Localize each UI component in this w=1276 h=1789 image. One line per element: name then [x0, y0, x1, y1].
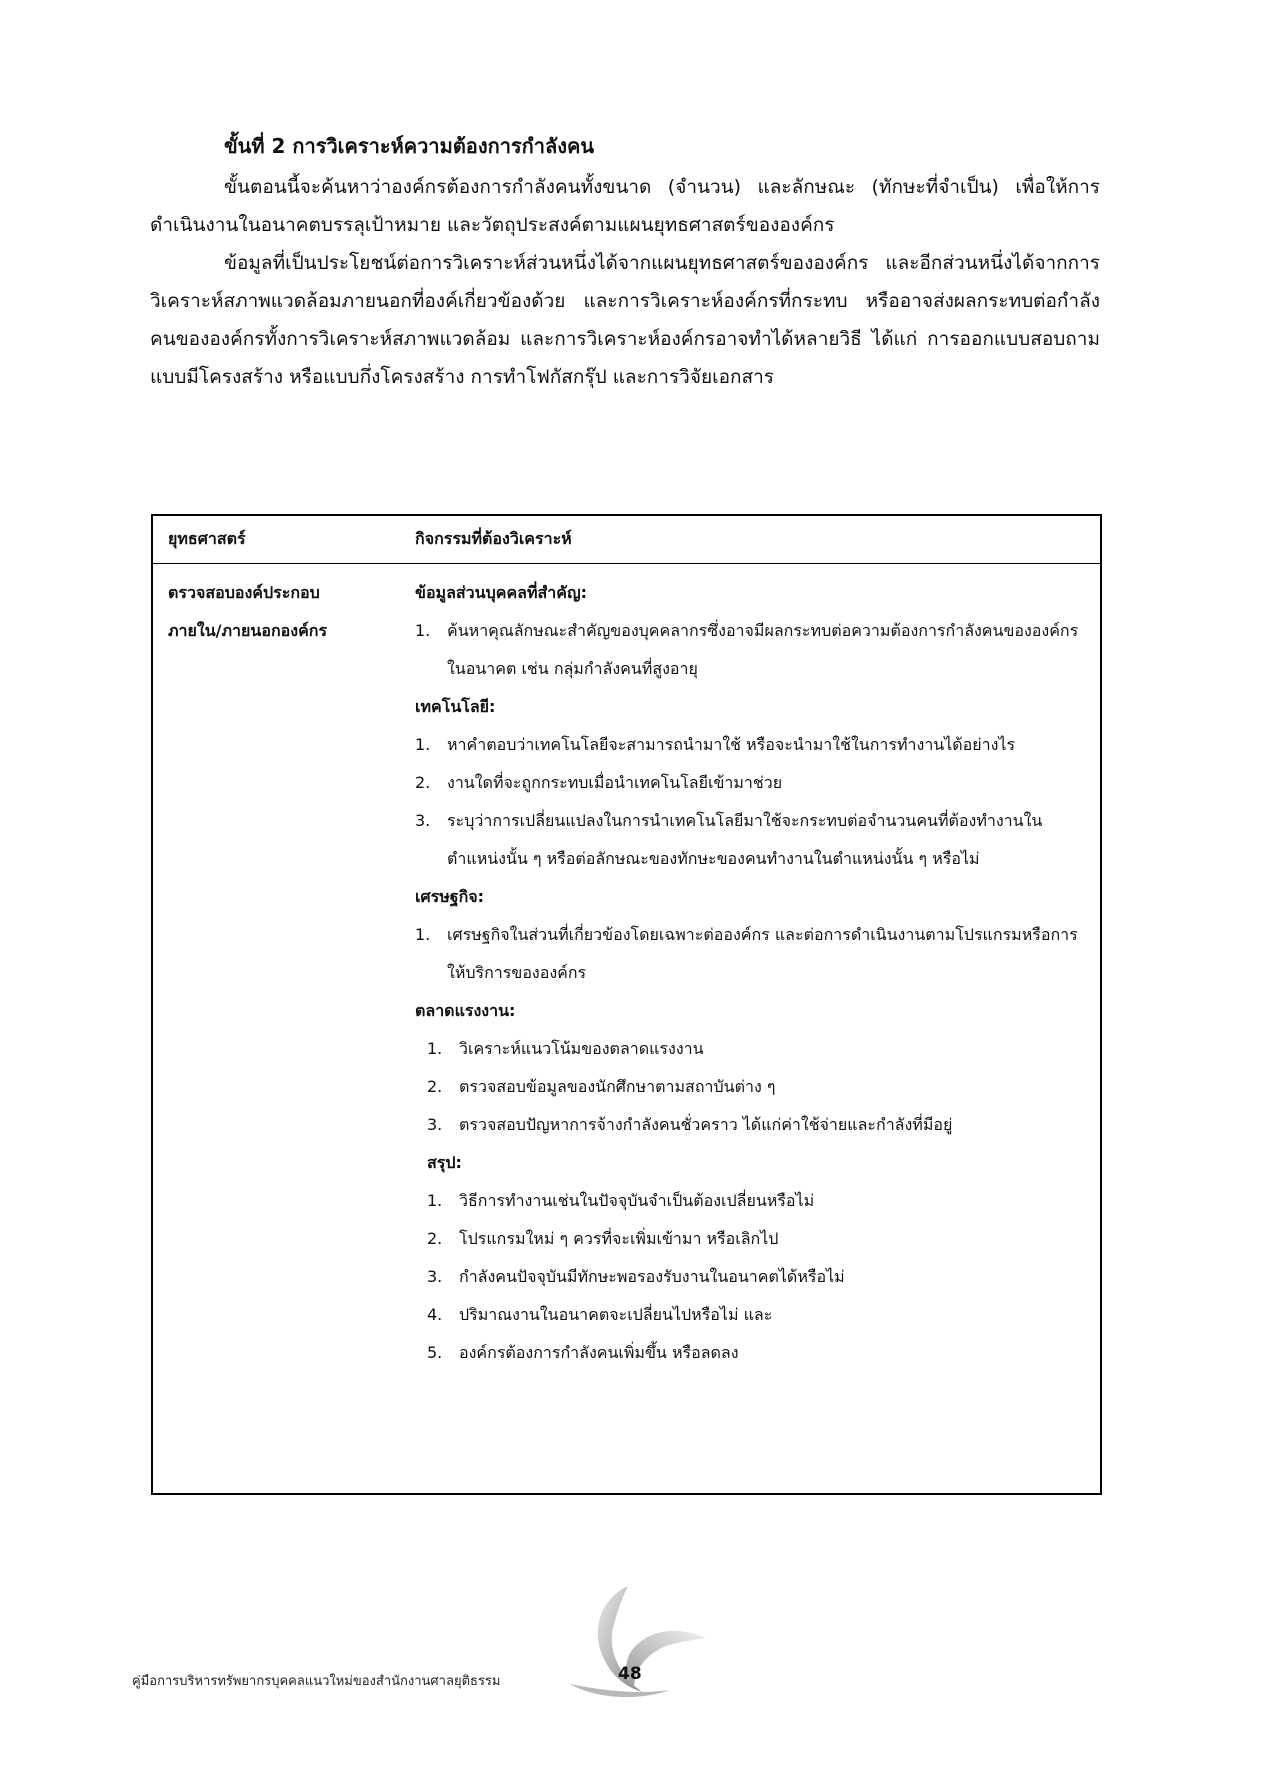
group-title-personal: ข้อมูลส่วนบุคคลที่สำคัญ:	[415, 583, 587, 602]
section-heading: ขั้นที่ 2 การวิเคราะห์ความต้องการกำลังคน	[224, 134, 595, 158]
footer-title: คู่มือการบริหารทรัพยากรบุคคลแนวใหม่ของสำนักงานศาลยุติธรรม	[132, 1674, 501, 1689]
list-item: 1. หาคำตอบว่าเทคโนโลยีจะสามารถนำมาใช้ หรือจะนำมาใช้ในการทำงานได้อย่างไร	[415, 735, 1016, 754]
strategy-line-2: ภายใน/ภายนอกองค์กร	[168, 621, 328, 640]
list-item: 5. องค์กรต้องการกำลังคนเพิ่มขึ้น หรือลดลง	[427, 1343, 739, 1362]
page-footer	[0, 1580, 1276, 1700]
paragraph-1: ขั้นตอนนี้จะค้นหาว่าองค์กรต้องการกำลังคนทั้งขนาด (จำนวน) และลักษณะ (ทักษะที่จำเป็น) เพื่อให้การดำเนินงานในอนาคตบรรลุเป้าหมาย และวัตถุประสงค์ตามแผนยุทธศาสตร์ขององค์กร	[150, 176, 1100, 236]
page-number: 48	[618, 1664, 642, 1684]
list-item: 3. ระบุว่าการเปลี่ยนแปลงในการนำเทคโนโลยีมาใช้จะกระทบต่อจำนวนคนที่ต้องทำงานในตำแหน่งนั้น ๆ หรือต่อลักษณะของทักษะของคนทำงานในตำแหน่งนั้น ๆ หรือไม่	[415, 811, 1043, 868]
list-item: 2. โปรแกรมใหม่ ๆ ควรที่จะเพิ่มเข้ามา หรือเลิกไป	[427, 1229, 779, 1248]
group-title-summary: สรุป:	[427, 1153, 462, 1172]
strategy-line-1: ตรวจสอบองค์ประกอบ	[168, 583, 320, 602]
group-title-technology: เทคโนโลยี:	[415, 697, 496, 716]
activities-cell	[415, 574, 1100, 1372]
analysis-table	[151, 514, 1102, 1495]
group-title-economy: เศรษฐกิจ:	[415, 887, 485, 906]
list-item: 1. ค้นหาคุณลักษณะสำคัญของบุคคลากรซึ่งอาจมีผลกระทบต่อความต้องการกำลังคนขององค์กรในอนาคต เช่น กลุ่มกำลังคนที่สูงอายุ	[415, 621, 1079, 678]
table-header-row	[153, 516, 1100, 564]
table-row	[153, 564, 1100, 1372]
list-item: 2. ตรวจสอบข้อมูลของนักศึกษาตามสถาบันต่าง ๆ	[427, 1077, 776, 1096]
header-activities: กิจกรรมที่ต้องวิเคราะห์	[415, 529, 572, 548]
list-item: 2. งานใดที่จะถูกกระทบเมื่อนำเทคโนโลยีเข้ามาช่วย	[415, 773, 783, 792]
section-body	[150, 130, 1100, 396]
header-strategy: ยุทธศาสตร์	[168, 529, 246, 548]
list-item: 4. ปริมาณงานในอนาคตจะเปลี่ยนไปหรือไม่ และ	[427, 1305, 773, 1324]
list-item: 3. ตรวจสอบปัญหาการจ้างกำลังคนชั่วคราว ได้แก่ค่าใช้จ่ายและกำลังที่มีอยู่	[427, 1115, 953, 1134]
list-item: 3. กำลังคนปัจจุบันมีทักษะพอรองรับงานในอนาคตได้หรือไม่	[427, 1267, 845, 1286]
list-item: 1. วิธีการทำงานเช่นในปัจจุบันจำเป็นต้องเปลี่ยนหรือไม่	[427, 1191, 815, 1210]
list-item: 1. เศรษฐกิจในส่วนที่เกี่ยวข้องโดยเฉพาะต่อองค์กร และต่อการดำเนินงานตามโปรแกรมหรือการให้บริการขององค์กร	[415, 925, 1078, 982]
list-item: 1. วิเคราะห์แนวโน้มของตลาดแรงงาน	[427, 1039, 704, 1058]
paragraph-2: ข้อมูลที่เป็นประโยชน์ต่อการวิเคราะห์ส่วนหนึ่งได้จากแผนยุทธศาสตร์ขององค์กร และอีกส่วนหนึ่งได้จากการวิเคราะห์สภาพแวดล้อมภายนอกที่องค์เกี่ยวข้องด้วย และการวิเคราะห์องค์กรที่กระทบ หรืออาจส่งผลกระทบต่อกำลังคนขององค์กรทั้งการวิเคราะห์สภาพแวดล้อม และการวิเคราะห์องค์กรอาจทำได้หลายวิธี ได้แก่ การออกแบบสอบถามแบบมีโครงสร้าง หรือแบบกึ่งโครงสร้าง การทำโฟกัสกรุ๊ป และการวิจัยเอกสาร	[150, 252, 1100, 388]
strategy-cell	[153, 574, 415, 1372]
group-title-labor-market: ตลาดแรงงาน:	[415, 1001, 516, 1020]
